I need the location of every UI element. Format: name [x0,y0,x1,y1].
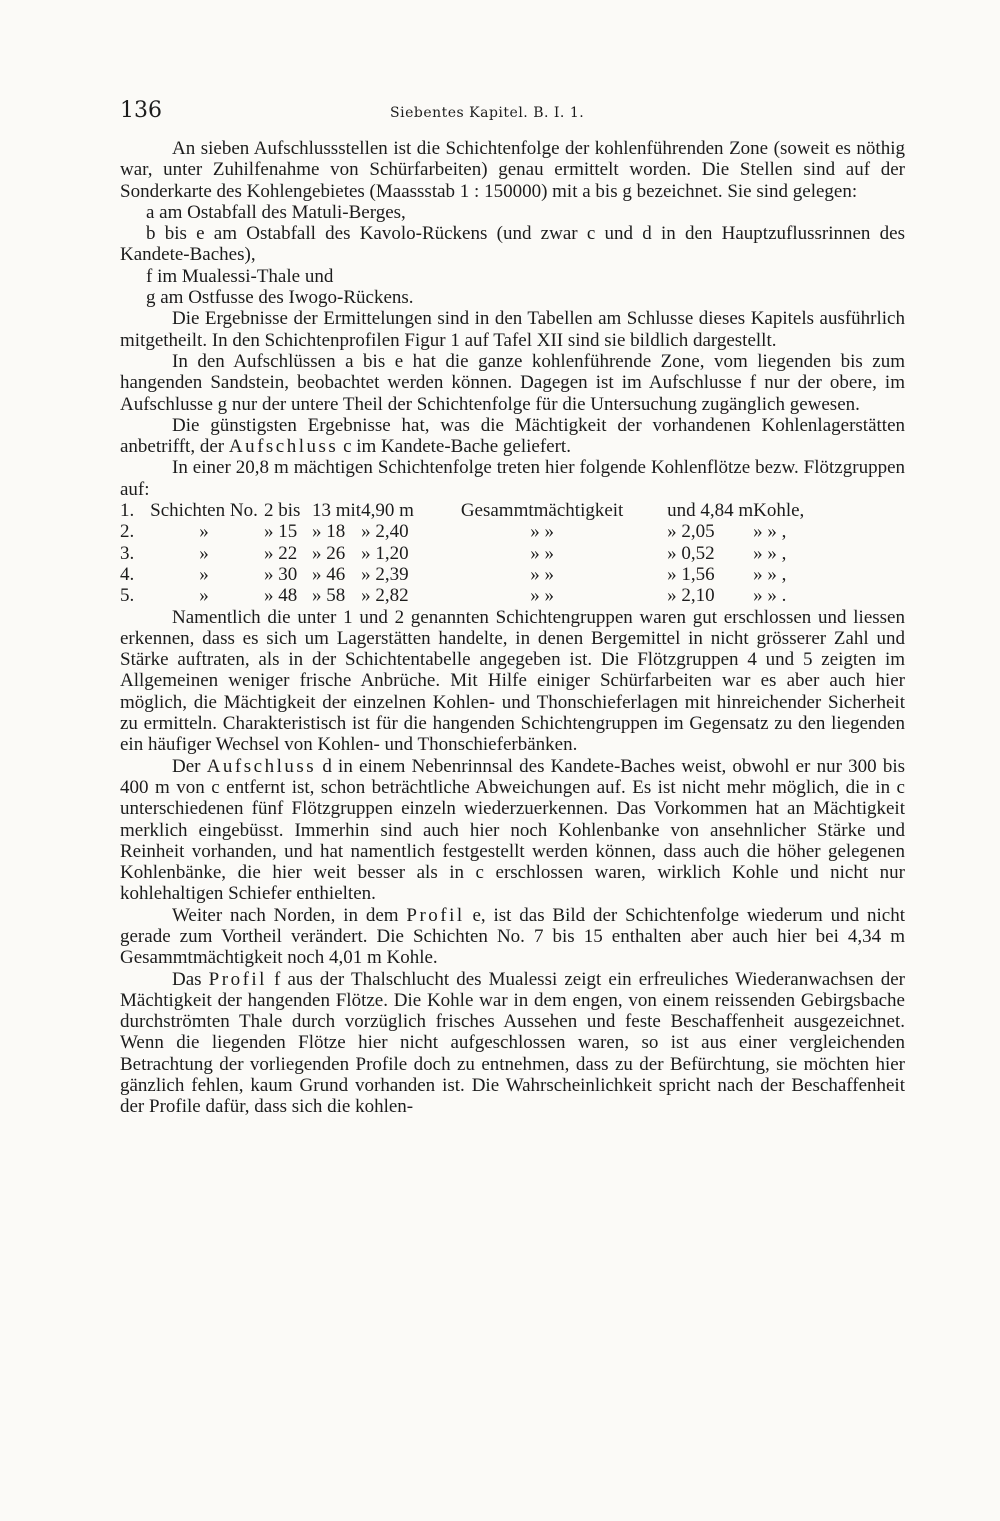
text-run: d in einem Nebenrinnsal des Kandete-Baches weist, obwohl er nur 300 bis 400 m von c entfernt ist, schon beträchtliche Abweichungen auf. Es ist nicht mehr möglich, die in c unterschiedenen fünf Flötzgruppen einzeln wiederzuerkennen. Das Vorkommen hat an Mächtigkeit merklich eingebüsst. Immerhin sind auch hier noch Kohlenbanke von ansehnlicher Stärke und Reinheit vorhanden, und hat namentlich festgestellt werden können, dass auch die höher gelegenen Kohlenbänke, die hier weit besser als in c erschlossen waren, wirklich Kohle und nicht nur kohlehaltigen Schiefer enthielten. [120,755,905,905]
table-cell: 5. [120,585,135,607]
spaced-term: Aufschluss [206,755,317,777]
spaced-term: Profil [208,968,267,990]
page-number: 136 [120,98,162,123]
paragraph [120,905,905,969]
table-cell: 3. [120,542,135,564]
table-cell: » » , [753,542,787,564]
table-cell: » » , [753,521,787,543]
spaced-term: Aufschluss [228,436,339,458]
document-page [120,98,905,1118]
location-item: a am Ostabfall des Matuli-Berges, [146,201,406,223]
table-cell: » 2,05 [667,521,715,543]
body-text [120,138,905,1118]
text-run: Das [172,968,209,990]
table-row [120,543,905,564]
table-cell: » » , [753,563,787,585]
table-cell: » 58 [312,585,346,607]
running-head: Siebentes Kapitel. B. I. 1. [390,105,585,121]
table-cell: » » [530,585,554,607]
table-row [120,585,905,606]
table-row [120,521,905,542]
table-cell: » 1,56 [667,563,715,585]
paragraph [120,756,905,905]
paragraph [120,969,905,1118]
table-cell: » [199,542,209,564]
table-cell: 4,90 m [361,500,414,522]
table-cell: » 22 [264,542,298,564]
paragraph: Namentlich die unter 1 und 2 genannten Schichtengruppen waren gut erschlossen und liessen erkennen, dass es sich um Lagerstätten handelte, in denen Bergemittel in nicht grösserer Zahl und Stärke auftraten, als in der Schichtentabelle angegeben ist. Die Flötzgruppen 4 und 5 zeigten im Allgemeinen weniger frische Anbrüche. Mit Hilfe einiger Schürfarbeiten war es aber auch hier möglich, die Mächtigkeit der einzelnen Kohlen- und Thonschieferlagen mit hinreichender Sicherheit zu ermitteln. Charakteristisch ist für die hangenden Schichtengruppen im Gegensatz zu den liegenden ein häufiger Wechsel von Kohlen- und Thonschieferbänken. [120,606,905,756]
table-cell: 1. [120,500,135,522]
location-item: f im Mualessi-Thale und [146,265,334,287]
table-row [120,500,905,521]
table-cell: » » . [753,585,787,607]
table-cell: 4. [120,563,135,585]
text-run: Der [172,755,207,777]
table-cell: Schichten No. [150,500,258,522]
paragraph: In einer 20,8 m mächtigen Schichtenfolge treten hier folgende Kohlenflötze bezw. Flötzgruppen auf: [120,457,905,500]
paragraph: Die Ergebnisse der Ermittelungen sind in den Tabellen am Schlusse dieses Kapitels ausführlich mitgetheilt. In den Schichtenprofilen Figur 1 auf Tafel XII sind sie bildlich dargestellt. [120,308,905,351]
seam-table [120,500,905,606]
table-cell: » [199,521,209,543]
table-cell: » 2,82 [361,585,409,607]
table-cell: » 46 [312,563,346,585]
paragraph: An sieben Aufschlussstellen ist die Schichtenfolge der kohlenführenden Zone (soweit es nöthig war, unter Zuhilfenahme von Schürfarbeiten) genau ermittelt worden. Die Stellen sind auf der Sonderkarte des Kohlengebietes (Maassstab 1 : 150000) mit a bis g bezeichnet. Sie sind gelegen: [120,138,905,202]
location-item: g am Ostfusse des Iwogo-Rückens. [146,287,414,309]
table-cell: » 2,39 [361,563,409,585]
table-cell: » [199,585,209,607]
table-cell: und 4,84 m [667,500,754,522]
spaced-term: Profil [406,904,465,926]
table-cell: » [199,563,209,585]
paragraph [120,415,905,458]
table-cell: Gesammtmächtigkeit [460,500,624,522]
table-cell: » 1,20 [361,542,409,564]
text-run: e, ist das Bild der Schichtenfolge wiederum und nicht gerade zum Vortheil verändert. Die Schichten No. 7 bis 15 enthalten aber auch hier bei 4,34 m Gesammtmächtigkeit noch 4,01 m Kohle. [120,904,905,969]
table-cell: » 2,10 [667,585,715,607]
table-cell: 2. [120,521,135,543]
table-cell: » 48 [264,585,298,607]
table-cell: » » [530,521,554,543]
table-cell: 2 bis [264,500,301,522]
table-row [120,564,905,585]
table-cell: » 15 [264,521,298,543]
table-cell: » 30 [264,563,298,585]
text-run: c im Kandete-Bache geliefert. [338,436,571,458]
page-header [120,98,905,138]
text-run: Die günstigsten Ergebnisse hat, was die Mächtigkeit der vorhandenen Kohlenlagerstätten anbetrifft, der [120,414,905,458]
paragraph: In den Aufschlüssen a bis e hat die ganze kohlenführende Zone, vom liegenden bis zum hangenden Sandstein, beobachtet werden können. Dagegen ist im Aufschlusse f nur der obere, im Aufschlusse g nur der untere Theil der Schichtenfolge für die Untersuchung zugänglich gewesen. [120,350,905,415]
text-run: f aus der Thalschlucht des Mualessi zeigt ein erfreuliches Wiederanwachsen der Mächtigkeit der hangenden Flötze. Die Kohle war in dem engen, von einem reissenden Gebirgsbache durchströmten Thale durch vorzüglich frisches Aussehen und feste Beschaffenheit ausgezeichnet. Wenn die liegenden Flötze hier nicht aufgeschlossen waren, so ist aus einer vergleichenden Betrachtung der vorliegenden Profile doch zu entnehmen, dass zu der Befürchtung, sie möchten hier gänzlich fehlen, kaum Grund vorhanden ist. Die Wahrscheinlichkeit spricht nach der Beschaffenheit der Profile dafür, dass sich die kohlen- [120,968,905,1118]
table-cell: » » [530,563,554,585]
table-cell: 13 mit [312,500,362,522]
location-item: b bis e am Ostabfall des Kavolo-Rückens (und zwar c und d in den Hauptzuflussrinnen des Kandete-Baches), [120,223,905,266]
table-cell: » 0,52 [667,542,715,564]
table-cell: » » [530,542,554,564]
table-cell: » 26 [312,542,346,564]
text-run: Weiter nach Norden, in dem [172,904,407,926]
table-cell: » 2,40 [361,521,409,543]
table-cell: » 18 [312,521,346,543]
table-cell: Kohle, [753,500,805,522]
